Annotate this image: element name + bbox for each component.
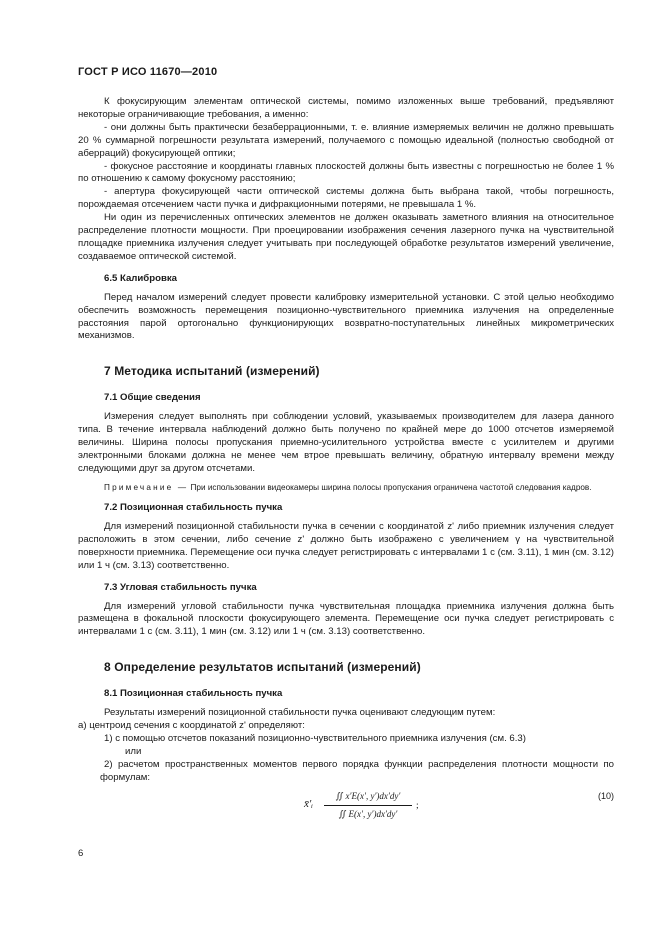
note-label: Примечание —	[104, 482, 189, 492]
subsection-heading: 6.5 Калибровка	[104, 272, 177, 284]
paragraph: Перед началом измерений следует провести калибровку измерительной установки. С этой целью необходимо обеспечить возможность перемещения позиционно-чувствительного приемника излучения на определенные расстояния парой ортогонально функционирующих возвратно-поступательных линейных микрометрических механизмов.	[78, 291, 614, 342]
paragraph: или	[125, 745, 142, 757]
paragraph: Измерения следует выполнять при соблюдении условий, указываемых производителем для лазера данного типа. В течение интервала наблюдений должно быть получено по крайней мере до 1000 отсчетов измеряемой величины. Ширина полосы пропускания приемно-усилительного устройства вместе с усилителем и другими электронными блоками должна не менее чем втрое превышать величину, обратную интервалу времени между следующими друг за другом отсчетами.	[78, 411, 614, 474]
paragraph: Результаты измерений позиционной стабильности пучка оценивают следующим путем:	[104, 707, 496, 719]
list-item: 2) расчетом пространственных моментов первого порядка функции распределения плотности мощности по формулам:	[100, 758, 614, 783]
subsection-heading: 7.1 Общие сведения	[104, 392, 201, 404]
page-content	[78, 96, 614, 830]
paragraph: Для измерений угловой стабильности пучка чувствительная площадка приемника излучения должна быть размещена в фокальной плоскости фокусирующего элемента. Перемещение оси пучка следует регистрировать с интервалами 1 с (см. 3.11), 1 мин (см. 3.12) или 1 ч (см. 3.13) соответственно.	[78, 600, 614, 638]
subsection-heading: 8.1 Позиционная стабильность пучка	[104, 688, 283, 700]
formula-lhs: x̄′ᵢ	[304, 798, 314, 811]
subsection-heading: 7.2 Позиционная стабильность пучка	[104, 502, 283, 514]
paragraph: К фокусирующим элементам оптической системы, помимо изложенных выше требований, предъявляют некоторые ограничивающие требования, а именно:	[78, 96, 614, 120]
equation-number: (10)	[597, 791, 614, 802]
formula-terminator: ;	[416, 800, 419, 812]
formula-10	[78, 790, 614, 830]
list-item: - фокусное расстояние и координаты главных плоскостей должны быть известны с погрешностью не более 1 % по отношению к самому фокусному расстоянию;	[78, 160, 614, 185]
list-item: - апертура фокусирующей части оптической системы должна быть выбрана такой, чтобы погрешность, порождаемая отсечением части пучка и дифракционными потерями, не превышала 1 %.	[78, 186, 614, 211]
note	[78, 482, 614, 493]
list-item: - они должны быть практически безаберрационными, т. е. влияние измеряемых величин не должно превышать 20 % суммарной погрешности результата измерений, получаемого с помощью идеальной (полностью свободной от аберраций) фокусирующей оптики;	[78, 121, 614, 159]
section-heading: 7 Методика испытаний (измерений)	[104, 364, 320, 379]
formula-numerator: ∬ x′E(x′, y′)dx′dy′	[335, 791, 401, 802]
section-heading: 8 Определение результатов испытаний (измерений)	[104, 660, 421, 675]
list-item: а) центроид сечения с координатой z' определяют:	[78, 719, 305, 731]
formula-denominator: ∬ E(x′, y′)dx′dy′	[338, 809, 398, 820]
list-item: 1) с помощью отсчетов показаний позиционно-чувствительного приемника излучения (см. 6.3)	[104, 732, 526, 744]
document-header: ГОСТ Р ИСО 11670—2010	[78, 66, 218, 78]
formula-fraction	[324, 790, 412, 821]
paragraph: Ни один из перечисленных оптических элементов не должен оказывать заметного влияния на относительное распределение плотности мощности. При проецировании изображения сечения лазерного пучка на чувствительной площадке приемника излучения следует учитывать при последующей обработке результатов измерений увеличение, создаваемое оптической системой.	[78, 212, 614, 262]
note-text: При использовании видеокамеры ширина полосы пропускания ограничена частотой следования кадров.	[188, 482, 592, 492]
page-number: 6	[78, 848, 84, 859]
paragraph: Для измерений позиционной стабильности пучка в сечении с координатой z' либо приемник излучения следует расположить в этом сечении, либо сечение z' должно быть изображено с увеличением γ на чувствительной поверхности приемника. Перемещение оси пучка следует регистрировать с интервалами 1 с (см. 3.11), 1 мин (см. 3.12) или 1 ч (см. 3.13) соответственно.	[78, 520, 614, 571]
subsection-heading: 7.3 Угловая стабильность пучка	[104, 581, 257, 593]
